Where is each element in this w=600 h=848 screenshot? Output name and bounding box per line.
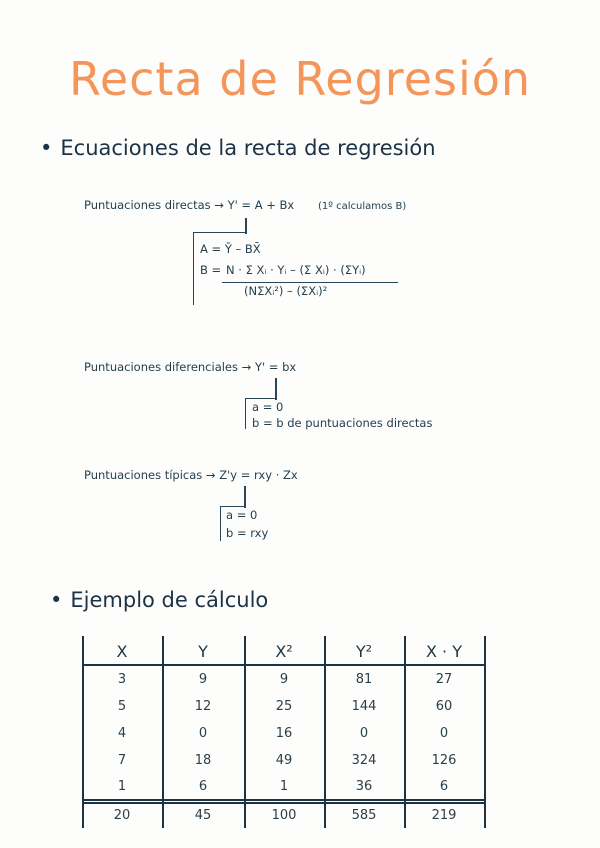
tipicas-a: a = 0 <box>226 508 258 522</box>
table-header: Y <box>198 642 208 661</box>
directas-label: Puntuaciones directas → Y' = A + Bx <box>84 198 295 212</box>
table-cell: 0 <box>439 726 449 741</box>
bullet-icon: • <box>40 136 53 160</box>
table-cell: 0 <box>359 726 369 741</box>
table-total: 20 <box>113 808 131 823</box>
formula-b-label: B = <box>200 263 222 277</box>
table-cell: 49 <box>275 753 293 768</box>
table-cell: 1 <box>117 779 127 794</box>
table-cell: 1 <box>279 779 289 794</box>
table-cell: 12 <box>194 699 212 714</box>
directas-note: (1º calculamos B) <box>318 201 407 212</box>
table-total: 45 <box>194 808 212 823</box>
table-total: 219 <box>431 808 457 823</box>
table-header: X · Y <box>426 642 462 661</box>
connector-directas <box>245 218 247 234</box>
table-cell: 3 <box>117 672 127 687</box>
table-cell: 18 <box>194 753 212 768</box>
bullet-icon: • <box>50 588 63 612</box>
table-header: X² <box>275 642 293 661</box>
table-cell: 36 <box>355 779 373 794</box>
table-cell: 5 <box>117 699 127 714</box>
table-total: 585 <box>351 808 377 823</box>
table-cell: 324 <box>351 753 377 768</box>
tipicas-b: b = rxy <box>226 526 269 540</box>
fraction-line <box>222 282 398 283</box>
section-heading-ejemplo <box>50 588 268 612</box>
section-heading-ecuaciones <box>40 136 436 160</box>
table-cell: 9 <box>279 672 289 687</box>
table-cell: 126 <box>431 753 457 768</box>
table-cell: 25 <box>275 699 293 714</box>
table-cell: 81 <box>355 672 373 687</box>
table-cell: 16 <box>275 726 293 741</box>
table-cell: 27 <box>435 672 453 687</box>
table-total: 100 <box>271 808 297 823</box>
table-cell: 0 <box>198 726 208 741</box>
table-header: Y² <box>355 642 373 661</box>
table-cell: 4 <box>117 726 127 741</box>
table-header: X <box>116 642 128 661</box>
connector-tipicas <box>244 486 246 508</box>
diferenciales-label: Puntuaciones diferenciales → Y' = bx <box>84 360 297 374</box>
tipicas-label: Puntuaciones típicas → Z'y = rxy · Zx <box>84 468 298 482</box>
section-heading-text: Ecuaciones de la recta de regresión <box>60 136 436 160</box>
table-hline <box>82 799 486 801</box>
table-hline <box>82 664 486 666</box>
table-cell: 60 <box>435 699 453 714</box>
connector-diferenciales <box>275 378 277 400</box>
table-cell: 6 <box>439 779 449 794</box>
page-title: Recta de Regresión <box>68 52 532 106</box>
table-cell: 6 <box>198 779 208 794</box>
formula-b-denominator: (NΣXᵢ²) – (ΣXᵢ)² <box>244 284 328 298</box>
section-heading-text: Ejemplo de cálculo <box>70 588 269 612</box>
diferenciales-b: b = b de puntuaciones directas <box>252 416 433 430</box>
formula-b-numerator: N · Σ Xᵢ · Yᵢ – (Σ Xᵢ) · (ΣYᵢ) <box>226 263 366 277</box>
diferenciales-a: a = 0 <box>252 400 284 414</box>
table-cell: 7 <box>117 753 127 768</box>
formula-a-directas: A = Ȳ – BX̄ <box>200 242 261 256</box>
table-cell: 144 <box>351 699 377 714</box>
table-hline <box>82 802 486 804</box>
table-cell: 9 <box>198 672 208 687</box>
